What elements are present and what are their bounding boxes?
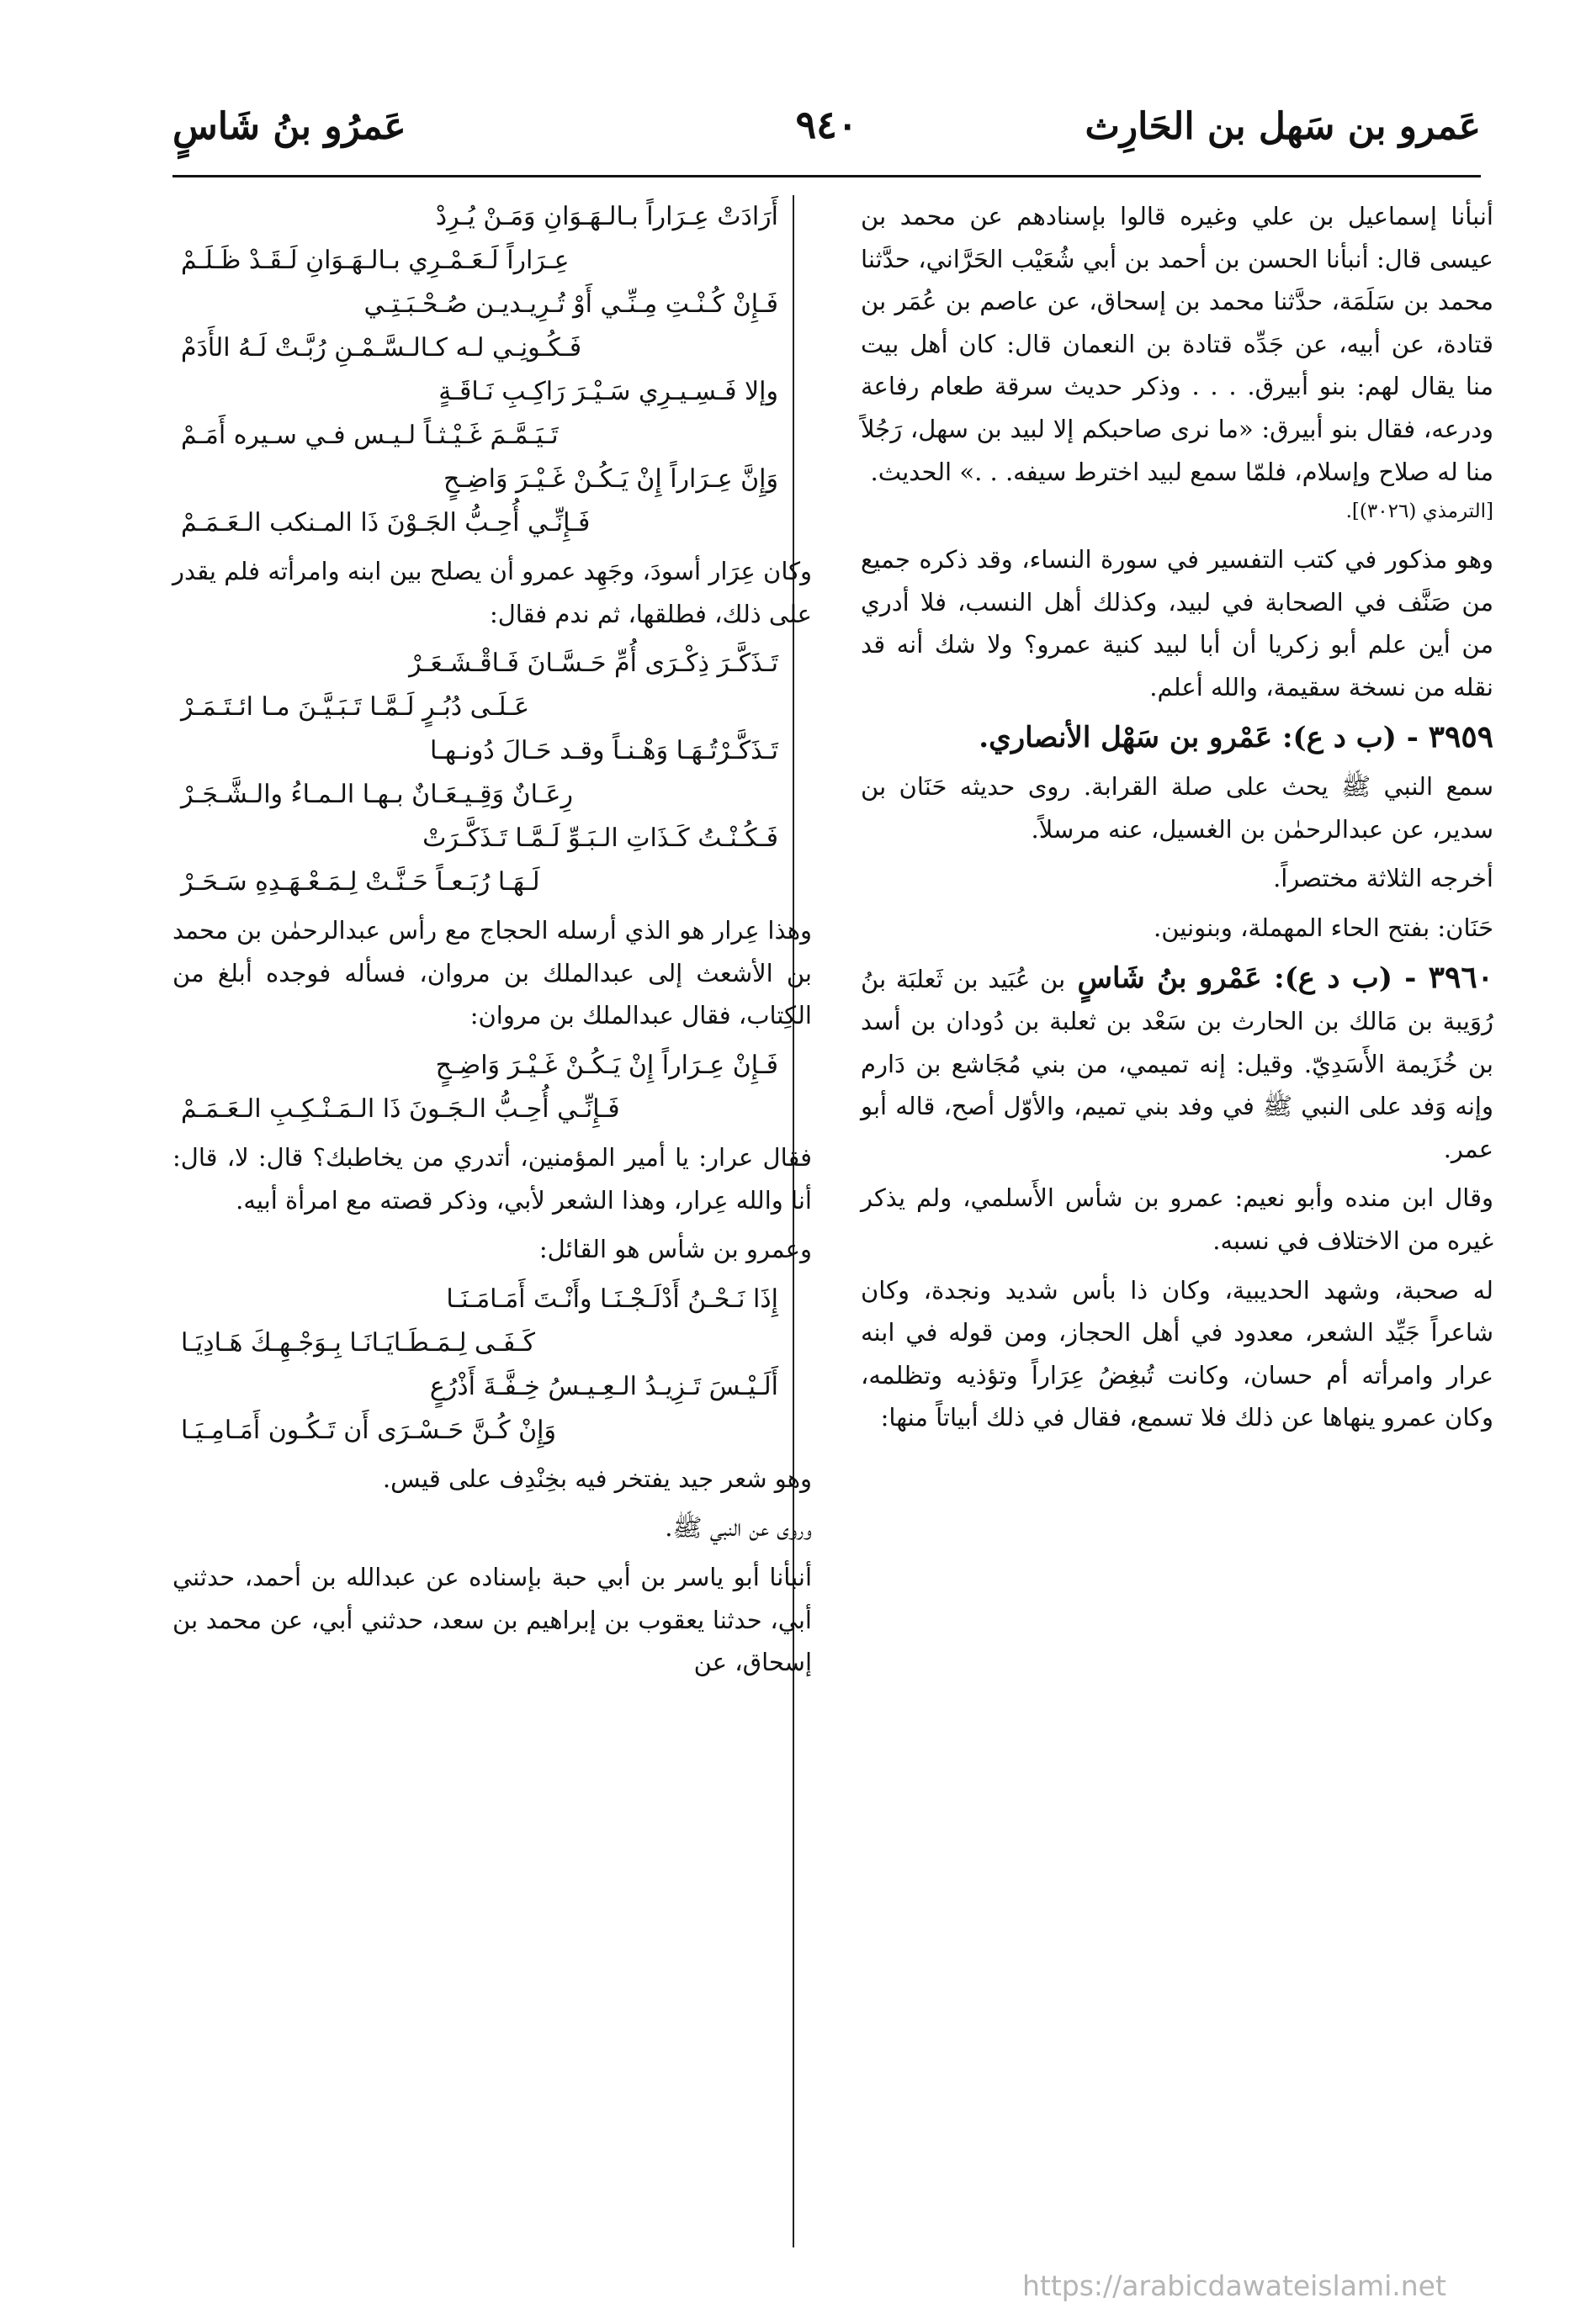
verse-line: أَلَـيْـسَ تَـزِيـدُ الـعِـيـسُ خِـفَّـةَ أَذْرُعٍ	[429, 1371, 778, 1401]
header-left-title: عَمرُو بنُ شَاسٍ	[172, 105, 406, 148]
verse-line: فَـإِنْ عِـرَاراً إِنْ يَـكُـنْ غَـيْـرَ وَاضِـحٍ	[435, 1050, 778, 1080]
paragraph: وروى عن النبي ﷺ.	[665, 1513, 812, 1543]
right-column	[861, 195, 1493, 2236]
paragraph: وهو شعر جيد يفتخر فيه بخِنْدِف على قيس.	[382, 1464, 812, 1493]
entry-number: ٣٩٦٠	[1428, 959, 1493, 995]
verse-line: كَـفَـى لِـمَـطَـايَـانَـا بِـوَجْـهِـكَ هَـادِيَـا	[181, 1327, 536, 1358]
entry-heading-3959: ٣٩٥٩ - (ب د ع): عَمْرو بن سَهْل الأنصاري.	[979, 718, 1493, 754]
poem-1	[172, 195, 812, 545]
verse-line: تَـذَكَّـرَ ذِكْـرَى أُمِّ حَـسَّـانَ فَـاقْـشَـعَـرْ	[409, 648, 778, 679]
header-rule	[172, 175, 1481, 177]
paragraph: وعمرو بن شأس هو القائل:	[538, 1235, 812, 1264]
entry-name: عَمْرو بنُ شَاسٍ	[1077, 961, 1262, 995]
header-right-title: عَمرو بن سَهل بن الحَارِث	[1085, 105, 1481, 148]
verse-line: وَإِنَّ عِـرَاراً إِنْ يَـكُـنْ غَـيْـرَ وَاضِـحٍ	[443, 464, 778, 494]
verse-line: أَرَادَتْ عِـرَاراً بـالـهَـوَانِ وَمَـنْ يُـرِدْ	[435, 202, 778, 231]
left-column	[172, 195, 812, 2236]
poem-2	[172, 642, 812, 904]
paragraph: وهذا عِرار هو الذي أرسله الحجاج مع رأس عبدالرحمٰن بن محمد بن الأشعث إلى عبدالملك بن مروان، فسأله فوجده أبلغ من الكِتاب، فقال عبدالملك بن مروان:	[172, 916, 812, 1030]
page-header	[172, 102, 1481, 172]
entry-name: عَمْرو بن سَهْل الأنصاري.	[979, 720, 1273, 754]
verse-line: إِذَا نَـحْـنُ أَدْلَـجْـنَـا وأَنْـتَ أَمَـامَـنَـا	[446, 1284, 778, 1314]
verse-line: فَـكُـونِـي لـه كـالـسَّـمْـنِ رُبَّـتْ لَـهُ الأَدَمْ	[181, 333, 582, 363]
verse-line: فَـإِنِّـي أُحِـبُّ الجَـوْنَ ذَا المـنكب الـعَـمَـمْ	[181, 508, 591, 537]
citation: [الترمذي (٣٠٢٦)].	[1345, 500, 1493, 523]
poem-3	[172, 1044, 812, 1131]
verse-line: رِعَـانٌ وَقِـيـعَـانٌ بـهـا الـمـاءُ والـشَّـجَـرْ	[181, 780, 573, 810]
verse-line: تَـذَكَّـرْتُـهَـا وَهْـنـاً وقـد حَـالَ دُونـهـا	[429, 736, 778, 766]
paragraph: سمع النبي ﷺ يحث على صلة القرابة. روى حديثه حَنَان بن سدير، عن عبدالرحمٰن بن الغسيل، عنه مرسلاً.	[861, 772, 1493, 844]
paragraph: أخرجه الثلاثة مختصراً.	[1273, 864, 1493, 893]
verse-line: فَـإِنِّـي أُحِـبُّ الـجَـونَ ذَا الـمَـنْـكِـبِ الـعَـمَـمْ	[181, 1093, 620, 1124]
verse-line: لَـهَـا رُبَـعـاً حَـنَّـتْ لِـمَـعْـهَـدِهِ سَـحَـرْ	[181, 867, 540, 897]
paragraph: وهو مذكور في كتب التفسير في سورة النساء، وقد ذكره جميع من صَنَّف في الصحابة في لبيد، وكذلك أهل النسب، فلا أدري من أين علم أبو زكريا أن أبا لبيد كنية عمرو؟ ولا شك أنه قد نقله من نسخة سقيمة، والله أعلم.	[861, 545, 1493, 701]
verse-line: وَإِنْ كُـنَّ حَـسْـرَى أَن تَـكُـون أَمَـامِـيَـا	[181, 1415, 556, 1445]
paragraph: وقال ابن منده وأبو نعيم: عمرو بن شأس الأَسلمي، ولم يذكر غيره من الاختلاف في نسبه.	[861, 1183, 1493, 1256]
entry-heading-3960: ٣٩٦٠ - (ب د ع): عَمْرو بنُ شَاسٍ	[1077, 959, 1493, 995]
entry-text: بن عُبَيد بن ثَعلبَة بنُ رُوَيبة بن مَالك بن الحارث بن سَعْد بن ثعلبة بن دُودان بن أسد بن خُزَيمة الأَسَدِيّ. وقيل: إنه تميمي، من بني مُجَاشع بن دَارم وإنه وَفد على النبي ﷺ في وفد بني تميم، والأوّل أصح، قاله أبو عمر.	[861, 964, 1493, 1163]
paragraph: وكان عِرَار أسودَ، وجَهِد عمرو أن يصلح بين ابنه وامرأته فلم يقدر على ذلك، فطلقها، ثم ندم فقال:	[172, 557, 812, 628]
entry-code: (ب د ع):	[1282, 720, 1397, 754]
paragraph: فقال عرار: يا أمير المؤمنين، أتدري من يخاطبك؟ قال: لا، قال: أنا والله عِرار، وهذا الشعر لأبي، وذكر قصته مع امرأة أبيه.	[172, 1142, 812, 1215]
paragraph: أنبأنا إسماعيل بن علي وغيره قالوا بإسنادهم عن محمد بن عيسى قال: أنبأنا الحسن بن أحمد بن أبي شُعَيْب الحَرَّاني، حدَّثنا محمد بن سَلَمَة، حدَّثنا محمد بن إسحاق، عن عاصم بن عُمَر بن قتادة، عن أبيه، عن جَدِّه قتادة بن النعمان قال: كان أهل بيت منا يقال لهم: بنو أبيرق. . . . وذكر حديث سرقة طعام رفاعة ودرعه، فقال بنو أبيرق: «ما نرى صاحبكم إلا لبيد بن سهل، رَجُلاً منا له صلاح وإسلام، فلمّا سمع لبيد اخترط سيفه. . .» الحديث.	[861, 202, 1493, 486]
poem-4	[172, 1278, 812, 1453]
verse-line: فَـكُـنْـتُ كَـذَاتِ الـبَـوِّ لَـمَّـا تَـذَكَّـرَتْ	[422, 823, 778, 854]
verse-line: عَـلَـى دُبُـرٍ لَـمَّـا تَـبَـيَّـنَ مـا ائـتَـمَـرْ	[181, 692, 530, 723]
entry-3960	[861, 956, 1493, 1171]
verse-line: فَـإِنْ كُـنْـتِ مِـنِّـي أَوْ تُـرِيـديـن صُـحْـبَـتِـي	[363, 289, 778, 319]
verse-line: وإلا فَـسِـيـرِي سَـيْـرَ رَاكِـبِ نَـاقَـةٍ	[438, 377, 778, 406]
paragraph: حَنَان: بفتح الحاء المهملة، وبنونين.	[1154, 913, 1493, 942]
watermark-url: https://arabicdawateislami.net	[1022, 2269, 1446, 2302]
verse-line: عِـرَاراً لَـعَـمْـرِي بـالـهَـوَانِ لَـقَـدْ ظَـلَـمْ	[181, 246, 570, 275]
entry-number: ٣٩٥٩	[1428, 718, 1493, 754]
page-number: ٩٤٠	[795, 102, 858, 147]
verse-line: تَـيَـمَّـمَ غَـيْـثـاً لـيـس فـي سـيره أَمَـمْ	[181, 421, 559, 450]
paragraph: له صحبة، وشهد الحديبية، وكان ذا بأس شديد ونجدة، وكان شاعراً جَيِّد الشعر، معدود في أهل الحجاز، ومن قوله في ابنه عرار وامرأته أم حسان، وكانت تُبغِضُ عِرَاراً وتؤذيه وتظلمه، وكان عمرو ينهاها عن ذلك فلا تسمع، فقال في ذلك أبياتاً منها:	[861, 1275, 1493, 1432]
paragraph: أنبأنا أبو ياسر بن أبي حبة بإسناده عن عبدالله بن أحمد، حدثني أبي، حدثنا يعقوب بن إبراهيم بن سعد، حدثني أبي، عن محمد بن إسحاق، عن	[172, 1562, 812, 1677]
entry-code: (ب د ع):	[1274, 961, 1392, 995]
